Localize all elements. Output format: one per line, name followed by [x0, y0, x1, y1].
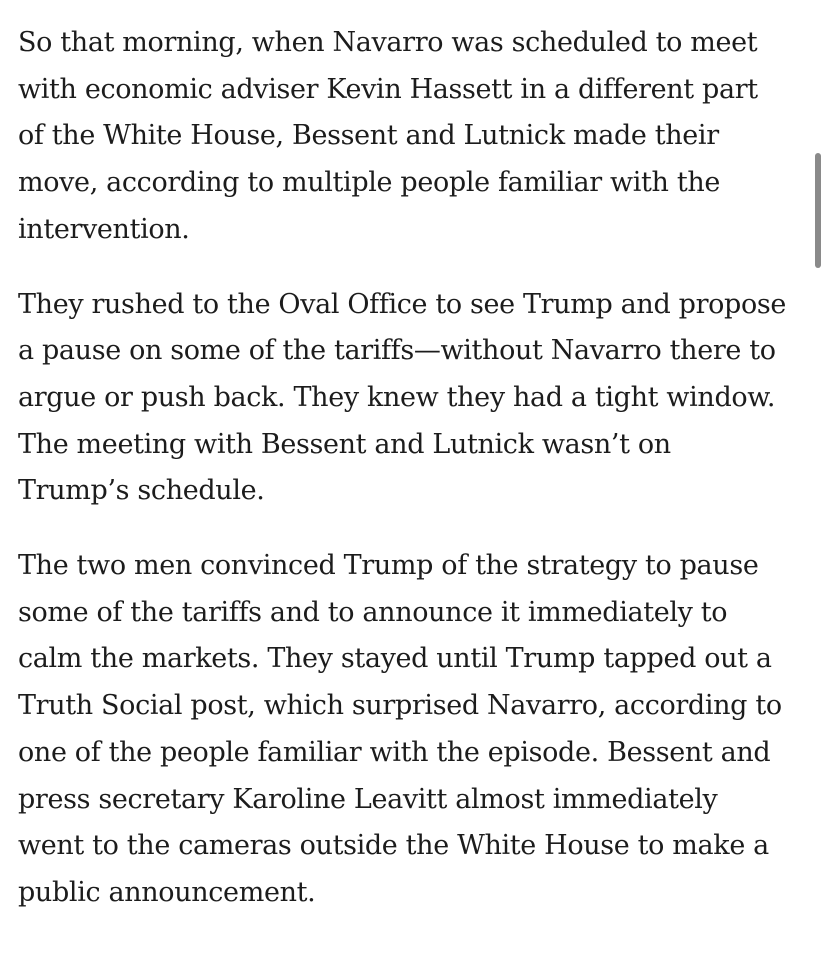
text-line: calm the markets. They stayed until Trump tapped out a: [18, 643, 772, 675]
paragraph: [18, 20, 818, 254]
text-line: The meeting with Bessent and Lutnick wasn’t on: [18, 428, 671, 460]
text-line: one of the people familiar with the episode. Bessent and: [18, 736, 771, 768]
text-line: went to the cameras outside the White House to make a: [18, 830, 769, 862]
text-line: They rushed to the Oval Office to see Trump and propose: [18, 288, 787, 320]
text-line: So that morning, when Navarro was scheduled to meet: [18, 27, 758, 58]
text-line: The two men convinced Trump of the strategy to pause: [18, 550, 759, 582]
text-line: move, according to multiple people familiar with the: [18, 167, 720, 199]
scrollbar-thumb[interactable]: [815, 153, 821, 268]
text-line: some of the tariffs and to announce it immediately to: [18, 596, 728, 628]
text-line: a pause on some of the tariffs—without Navarro there to: [18, 335, 776, 367]
text-line: argue or push back. They knew they had a tight window.: [18, 381, 776, 413]
text-line: intervention.: [18, 213, 190, 245]
text-line: of the White House, Bessent and Lutnick made their: [18, 120, 719, 152]
paragraph: [18, 543, 818, 917]
text-line: press secretary Karoline Leavitt almost immediately: [18, 783, 718, 815]
paragraph: [18, 282, 818, 516]
text-line: Truth Social post, which surprised Navarro, according to: [18, 690, 782, 722]
text-line: with economic adviser Kevin Hassett in a different part: [18, 73, 758, 105]
text-line: Trump’s schedule.: [18, 475, 265, 507]
article-body: [18, 20, 818, 917]
text-line: public announcement.: [18, 876, 316, 908]
